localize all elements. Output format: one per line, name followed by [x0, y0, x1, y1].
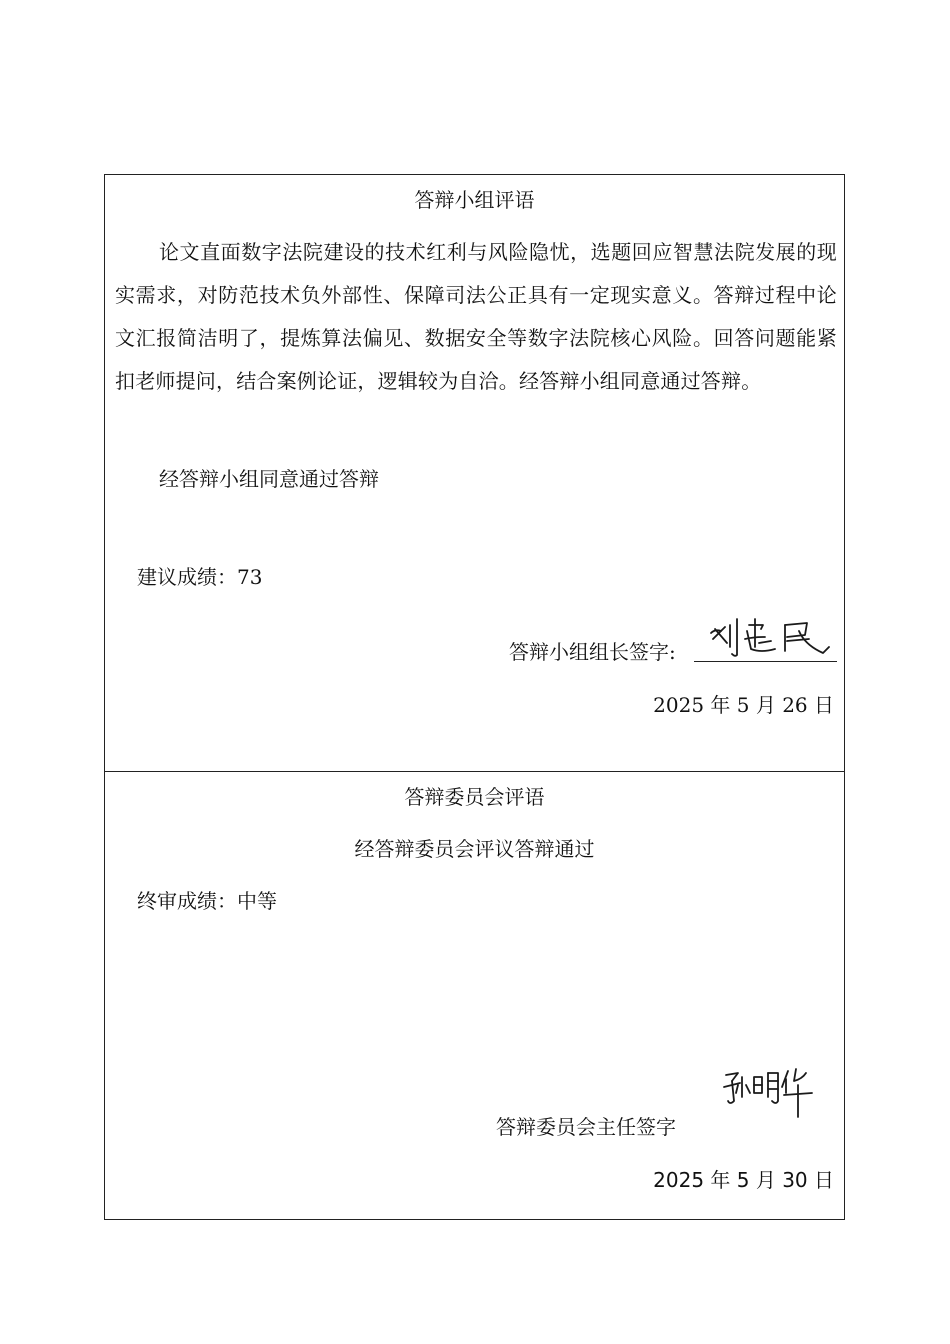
committee-director-signature-label: 答辩委员会主任签字 [496, 1115, 676, 1139]
group-conclusion: 经答辩小组同意通过答辩 [159, 467, 379, 491]
group-leader-signature [705, 615, 840, 661]
group-comment-heading: 答辩小组评语 [414, 188, 535, 212]
committee-conclusion: 经答辩委员会评议答辩通过 [354, 837, 595, 861]
section-divider [105, 771, 844, 772]
suggested-grade [137, 564, 262, 590]
final-grade [137, 888, 277, 914]
suggested-grade-label: 建议成绩： [137, 565, 237, 589]
final-grade-value: 中等 [237, 889, 277, 913]
group-leader-signature-label: 答辩小组组长签字: [509, 640, 676, 664]
signature-underline [694, 661, 837, 662]
committee-review-date: 2025 年 5 月 30 日 [653, 1168, 834, 1192]
suggested-grade-value: 73 [237, 565, 263, 589]
group-comment-text: 论文直面数字法院建设的技术红利与风险隐忧，选题回应智慧法院发展的现实需求，对防范技术负外部性、保障司法公正具有一定现实意义。答辩过程中论文汇报简洁明了，提炼算法偏见、数据安全等数字法院核心风险。回答问题能紧扣老师提问，结合案例论证，逻辑较为自洽。经答辩小组同意通过答辩。 [115, 240, 837, 393]
committee-director-signature [722, 1067, 822, 1127]
defense-review-form [104, 174, 845, 1220]
group-review-date: 2025 年 5 月 26 日 [653, 693, 834, 717]
final-grade-label: 终审成绩： [137, 889, 237, 913]
committee-comment-heading: 答辩委员会评语 [404, 785, 545, 809]
